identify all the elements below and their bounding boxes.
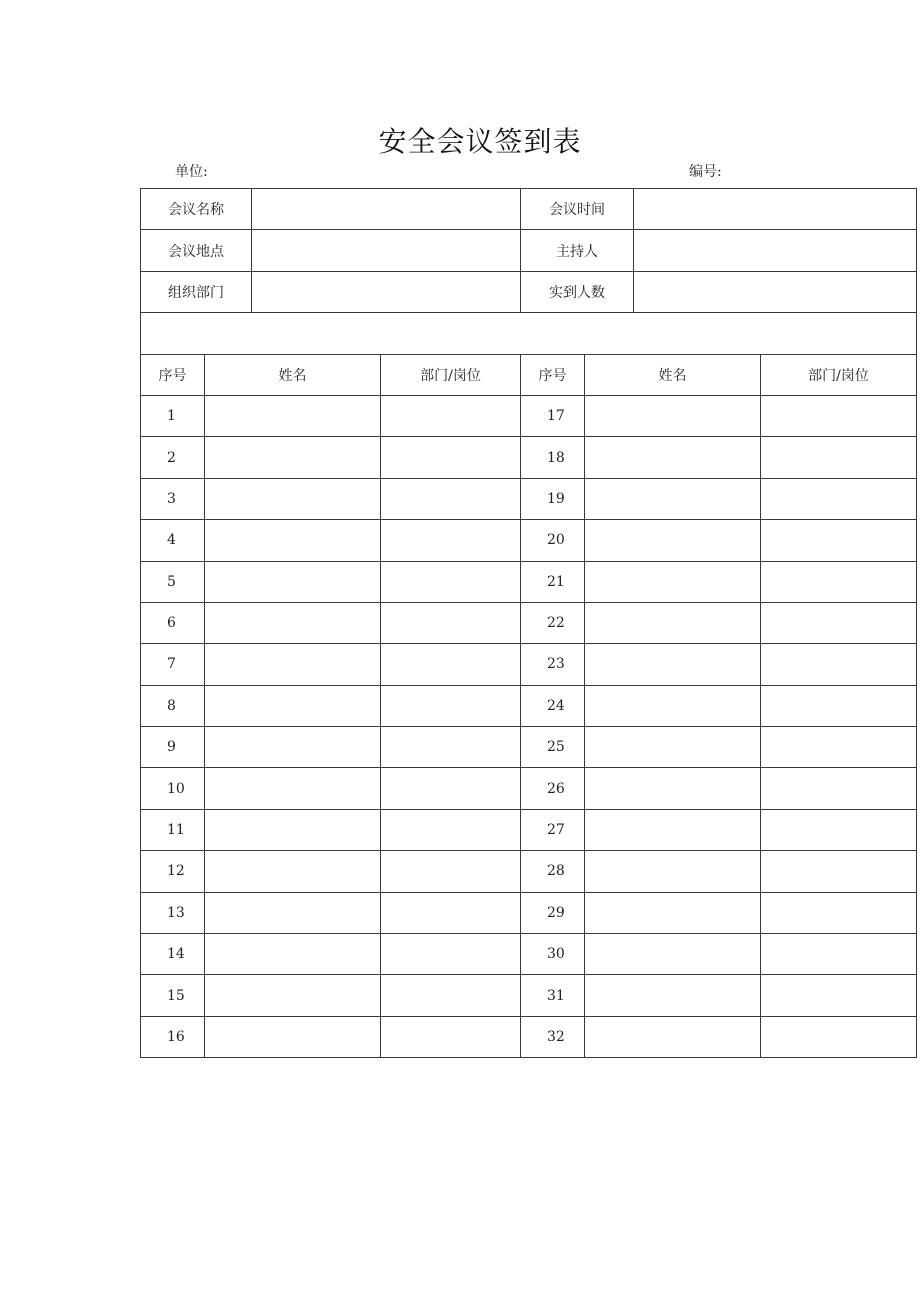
- seq-header-left: 序号: [141, 354, 205, 395]
- sign-in-table: [140, 188, 917, 1058]
- dept-cell-left[interactable]: [381, 602, 521, 643]
- meeting-name-field[interactable]: [252, 189, 521, 230]
- dept-cell-left[interactable]: [381, 561, 521, 602]
- seq-cell-right: 24: [521, 685, 585, 726]
- name-cell-left[interactable]: [205, 851, 381, 892]
- name-cell-right[interactable]: [585, 975, 761, 1016]
- name-cell-left[interactable]: [205, 685, 381, 726]
- meeting-name-label: 会议名称: [141, 189, 252, 230]
- seq-cell-right: 25: [521, 727, 585, 768]
- table-row: [141, 1016, 917, 1057]
- seq-cell-left: 8: [141, 685, 205, 726]
- dept-cell-left[interactable]: [381, 395, 521, 436]
- dept-cell-left[interactable]: [381, 1016, 521, 1057]
- meeting-place-field[interactable]: [252, 230, 521, 271]
- dept-cell-left[interactable]: [381, 768, 521, 809]
- table-row: [141, 892, 917, 933]
- name-cell-left[interactable]: [205, 934, 381, 975]
- host-field[interactable]: [634, 230, 917, 271]
- name-cell-right[interactable]: [585, 478, 761, 519]
- dept-cell-right[interactable]: [761, 809, 917, 850]
- code-label: 编号:: [689, 164, 722, 180]
- seq-cell-left: 14: [141, 934, 205, 975]
- info-row-1: [141, 189, 917, 230]
- host-label: 主持人: [521, 230, 634, 271]
- dept-cell-left[interactable]: [381, 437, 521, 478]
- name-cell-right[interactable]: [585, 602, 761, 643]
- seq-cell-right: 22: [521, 602, 585, 643]
- name-cell-right[interactable]: [585, 851, 761, 892]
- table-row: [141, 395, 917, 436]
- seq-cell-right: 18: [521, 437, 585, 478]
- seq-cell-left: 4: [141, 520, 205, 561]
- seq-cell-left: 9: [141, 727, 205, 768]
- dept-cell-left[interactable]: [381, 727, 521, 768]
- table-row: [141, 561, 917, 602]
- name-cell-left[interactable]: [205, 809, 381, 850]
- dept-cell-right[interactable]: [761, 478, 917, 519]
- seq-cell-left: 1: [141, 395, 205, 436]
- seq-cell-right: 23: [521, 644, 585, 685]
- name-header-right: 姓名: [585, 354, 761, 395]
- seq-cell-right: 32: [521, 1016, 585, 1057]
- seq-cell-right: 19: [521, 478, 585, 519]
- name-cell-left[interactable]: [205, 602, 381, 643]
- table-row: [141, 975, 917, 1016]
- attendance-field[interactable]: [634, 271, 917, 312]
- name-cell-right[interactable]: [585, 395, 761, 436]
- seq-cell-left: 13: [141, 892, 205, 933]
- name-cell-right[interactable]: [585, 644, 761, 685]
- seq-cell-left: 2: [141, 437, 205, 478]
- info-row-2: [141, 230, 917, 271]
- seq-cell-left: 15: [141, 975, 205, 1016]
- seq-cell-left: 10: [141, 768, 205, 809]
- table-row: [141, 644, 917, 685]
- meeting-time-field[interactable]: [634, 189, 917, 230]
- name-cell-left[interactable]: [205, 437, 381, 478]
- table-row: [141, 602, 917, 643]
- table-row: [141, 934, 917, 975]
- organizer-label: 组织部门: [141, 271, 252, 312]
- header-row: [141, 354, 917, 395]
- dept-cell-right[interactable]: [761, 851, 917, 892]
- table-row: [141, 768, 917, 809]
- unit-label: 单位:: [175, 164, 208, 180]
- seq-header-right: 序号: [521, 354, 585, 395]
- attendance-label: 实到人数: [521, 271, 634, 312]
- seq-cell-right: 28: [521, 851, 585, 892]
- table-row: [141, 520, 917, 561]
- dept-header-left: 部门/岗位: [381, 354, 521, 395]
- dept-cell-left[interactable]: [381, 644, 521, 685]
- dept-cell-right[interactable]: [761, 1016, 917, 1057]
- name-cell-left[interactable]: [205, 768, 381, 809]
- blank-row: [141, 313, 917, 354]
- name-cell-left[interactable]: [205, 1016, 381, 1057]
- organizer-field[interactable]: [252, 271, 521, 312]
- name-cell-right[interactable]: [585, 768, 761, 809]
- name-cell-left[interactable]: [205, 644, 381, 685]
- dept-cell-right[interactable]: [761, 644, 917, 685]
- dept-cell-right[interactable]: [761, 520, 917, 561]
- name-cell-right[interactable]: [585, 934, 761, 975]
- dept-cell-right[interactable]: [761, 602, 917, 643]
- dept-cell-right[interactable]: [761, 975, 917, 1016]
- dept-cell-right[interactable]: [761, 892, 917, 933]
- dept-cell-right[interactable]: [761, 395, 917, 436]
- dept-cell-right[interactable]: [761, 934, 917, 975]
- dept-cell-left[interactable]: [381, 975, 521, 1016]
- seq-cell-right: 26: [521, 768, 585, 809]
- meeting-time-label: 会议时间: [521, 189, 634, 230]
- dept-cell-left[interactable]: [381, 851, 521, 892]
- seq-cell-left: 16: [141, 1016, 205, 1057]
- blank-merged-cell[interactable]: [141, 313, 917, 354]
- name-cell-right[interactable]: [585, 1016, 761, 1057]
- name-cell-right[interactable]: [585, 892, 761, 933]
- seq-cell-right: 31: [521, 975, 585, 1016]
- dept-cell-left[interactable]: [381, 934, 521, 975]
- seq-cell-right: 21: [521, 561, 585, 602]
- seq-cell-left: 7: [141, 644, 205, 685]
- dept-header-right: 部门/岗位: [761, 354, 917, 395]
- table-row: [141, 685, 917, 726]
- dept-cell-left[interactable]: [381, 809, 521, 850]
- page-title: 安全会议签到表: [378, 125, 582, 158]
- seq-cell-right: 20: [521, 520, 585, 561]
- seq-cell-right: 27: [521, 809, 585, 850]
- name-cell-left[interactable]: [205, 561, 381, 602]
- dept-cell-right[interactable]: [761, 727, 917, 768]
- name-cell-right[interactable]: [585, 520, 761, 561]
- table-row: [141, 478, 917, 519]
- dept-cell-left[interactable]: [381, 520, 521, 561]
- seq-cell-left: 3: [141, 478, 205, 519]
- name-cell-left[interactable]: [205, 727, 381, 768]
- dept-cell-left[interactable]: [381, 892, 521, 933]
- name-cell-left[interactable]: [205, 520, 381, 561]
- name-cell-left[interactable]: [205, 478, 381, 519]
- name-cell-right[interactable]: [585, 437, 761, 478]
- table-row: [141, 851, 917, 892]
- table-row: [141, 727, 917, 768]
- name-cell-right[interactable]: [585, 685, 761, 726]
- name-cell-left[interactable]: [205, 892, 381, 933]
- name-cell-left[interactable]: [205, 395, 381, 436]
- info-row-3: [141, 271, 917, 312]
- seq-cell-left: 6: [141, 602, 205, 643]
- meeting-place-label: 会议地点: [141, 230, 252, 271]
- seq-cell-right: 30: [521, 934, 585, 975]
- dept-cell-right[interactable]: [761, 437, 917, 478]
- seq-cell-left: 5: [141, 561, 205, 602]
- name-cell-right[interactable]: [585, 561, 761, 602]
- dept-cell-left[interactable]: [381, 478, 521, 519]
- seq-cell-right: 17: [521, 395, 585, 436]
- name-cell-left[interactable]: [205, 975, 381, 1016]
- name-cell-right[interactable]: [585, 727, 761, 768]
- table-row: [141, 809, 917, 850]
- table-row: [141, 437, 917, 478]
- name-cell-right[interactable]: [585, 809, 761, 850]
- name-header-left: 姓名: [205, 354, 381, 395]
- dept-cell-right[interactable]: [761, 561, 917, 602]
- dept-cell-right[interactable]: [761, 685, 917, 726]
- seq-cell-left: 12: [141, 851, 205, 892]
- dept-cell-right[interactable]: [761, 768, 917, 809]
- seq-cell-right: 29: [521, 892, 585, 933]
- dept-cell-left[interactable]: [381, 685, 521, 726]
- seq-cell-left: 11: [141, 809, 205, 850]
